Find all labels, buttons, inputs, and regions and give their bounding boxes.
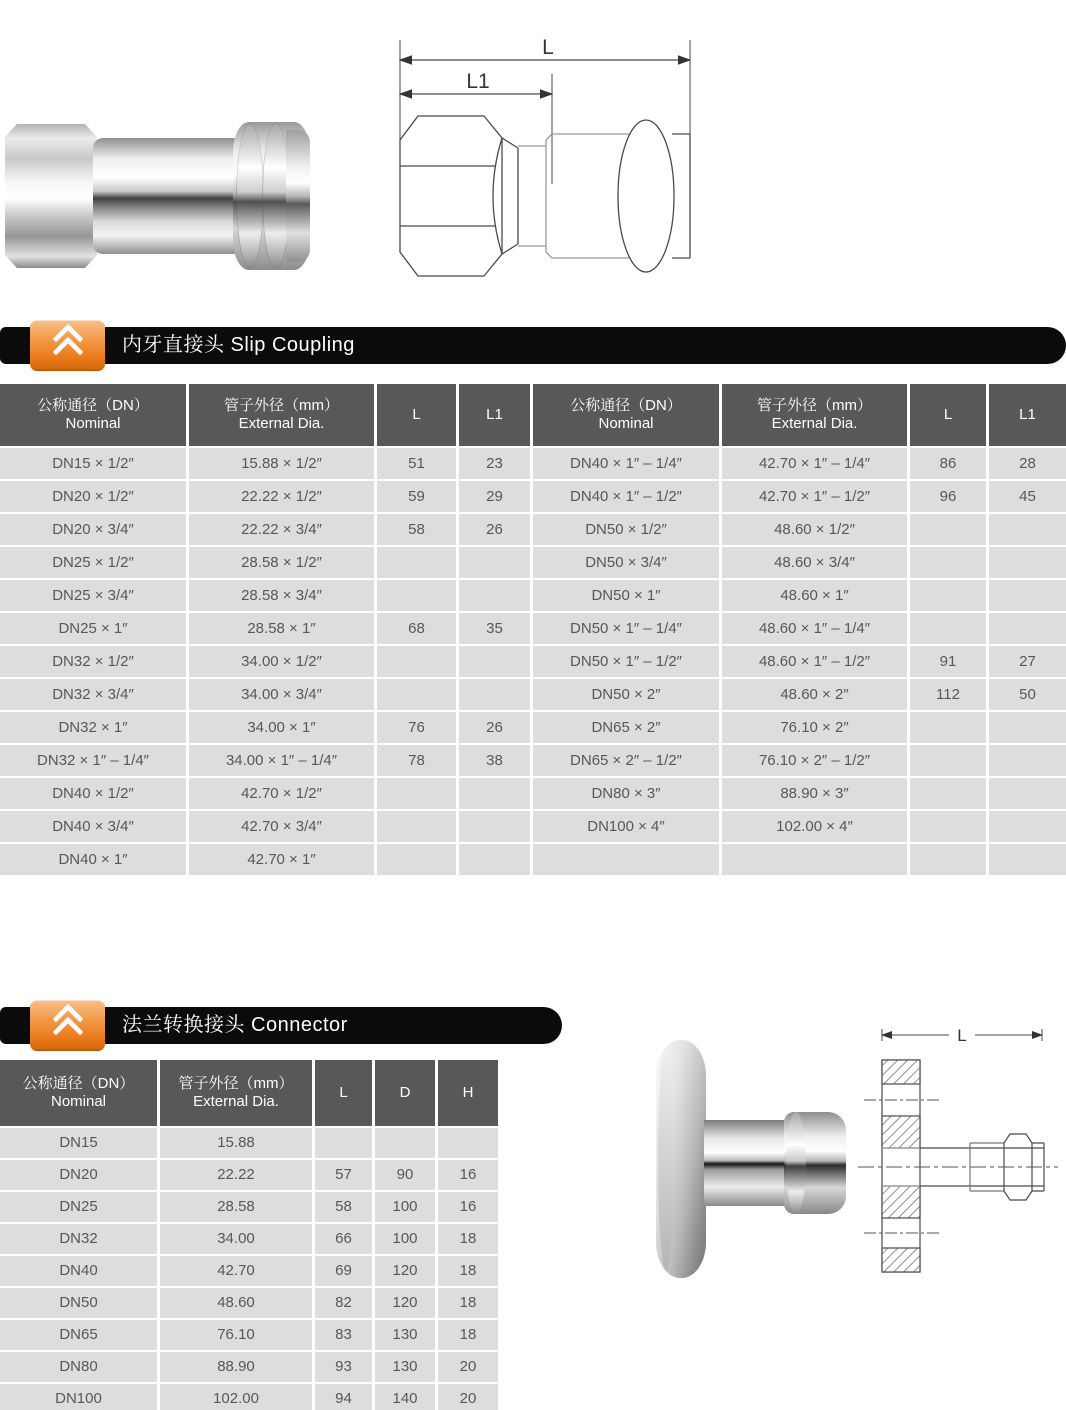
table-cell: 120 [375, 1256, 435, 1286]
table-cell: DN40 × 1″ [0, 844, 186, 875]
table-cell: DN32 [0, 1224, 157, 1254]
table-cell: DN40 × 1/2″ [0, 778, 186, 809]
header-en: Nominal [50, 1093, 107, 1110]
photo-end-cap [286, 130, 310, 262]
table-cell: DN65 × 2″ – 1/2″ [533, 745, 719, 776]
table-cell: 51 [377, 448, 456, 479]
table-cell: 22.22 × 3/4″ [189, 514, 374, 545]
slip-coupling-drawing [390, 34, 700, 292]
table-cell: DN80 [0, 1352, 157, 1382]
photo-flange-face [658, 1048, 674, 1270]
table-cell: 35 [459, 613, 530, 644]
table-cell: DN32 × 1″ – 1/4″ [0, 745, 186, 776]
header-zh: 公称通径（DN） [22, 1075, 135, 1092]
table-cell: DN15 × 1/2″ [0, 448, 186, 479]
table-cell: 58 [377, 514, 456, 545]
table-cell [459, 679, 530, 710]
table-cell: 69 [315, 1256, 372, 1286]
table-cell: 18 [438, 1320, 498, 1350]
photo-press-end [233, 122, 310, 270]
table-cell: DN40 × 3/4″ [0, 811, 186, 842]
table-cell: DN50 × 1″ [533, 580, 719, 611]
column-header-l: L [315, 1060, 372, 1126]
table-cell [910, 745, 986, 776]
table-cell: 48.60 × 1/2″ [722, 514, 907, 545]
table-cell [459, 844, 530, 875]
double-chevron-up-icon [30, 1000, 105, 1051]
section-title-connector: 法兰转换接头 Connector [122, 1014, 348, 1036]
table-cell: 66 [315, 1224, 372, 1254]
table-cell [989, 778, 1066, 809]
table-cell: 20 [438, 1384, 498, 1410]
photo-hex-nut [5, 124, 97, 268]
table-cell: 34.00 × 3/4″ [189, 679, 374, 710]
table-cell: DN15 [0, 1128, 157, 1158]
table-cell [377, 778, 456, 809]
table-cell: DN32 × 1″ [0, 712, 186, 743]
table-cell: 100 [375, 1224, 435, 1254]
table-cell: 18 [438, 1256, 498, 1286]
table-cell: DN25 × 1″ [0, 613, 186, 644]
table-cell: 28.58 × 3/4″ [189, 580, 374, 611]
table-cell: 18 [438, 1288, 498, 1318]
column-header-nominal [533, 384, 719, 446]
table-cell [910, 844, 986, 875]
table-cell: 42.70 × 1″ – 1/2″ [722, 481, 907, 512]
table-cell: 78 [377, 745, 456, 776]
table-cell [459, 580, 530, 611]
table-cell: 88.90 [160, 1352, 312, 1382]
column-header-l: L [910, 384, 986, 446]
table-cell [989, 745, 1066, 776]
table-cell [910, 712, 986, 743]
table-cell: 48.60 × 3/4″ [722, 547, 907, 578]
table-cell [989, 514, 1066, 545]
slip-coupling-banner [0, 327, 1066, 364]
table-cell: 15.88 × 1/2″ [189, 448, 374, 479]
table-cell [459, 646, 530, 677]
column-header-nominal [0, 384, 186, 446]
table-cell [438, 1128, 498, 1158]
table-cell [459, 778, 530, 809]
table-cell: DN25 × 3/4″ [0, 580, 186, 611]
table-cell [989, 613, 1066, 644]
table-cell: 26 [459, 514, 530, 545]
table-cell: DN80 × 3″ [533, 778, 719, 809]
table-cell: 34.00 × 1/2″ [189, 646, 374, 677]
table-cell: 34.00 × 1″ [189, 712, 374, 743]
table-cell [989, 547, 1066, 578]
table-cell [989, 844, 1066, 875]
table-cell: 48.60 [160, 1288, 312, 1318]
dim-label-l1: L1 [466, 70, 490, 93]
table-cell [910, 613, 986, 644]
table-cell: DN65 [0, 1320, 157, 1350]
dim-label-l: L [542, 36, 554, 59]
table-cell: 28.58 × 1″ [189, 613, 374, 644]
table-cell: DN32 × 3/4″ [0, 679, 186, 710]
table-cell: 45 [989, 481, 1066, 512]
table-cell: DN20 [0, 1160, 157, 1190]
table-cell: 48.60 × 2″ [722, 679, 907, 710]
table-cell: 68 [377, 613, 456, 644]
table-cell: 16 [438, 1192, 498, 1222]
photo-ridge [786, 1112, 806, 1214]
photo-press-end [784, 1112, 846, 1214]
column-header-d: D [375, 1060, 435, 1126]
table-cell [910, 811, 986, 842]
table-cell: 34.00 × 1″ – 1/4″ [189, 745, 374, 776]
slip-coupling-table [0, 384, 1066, 875]
table-cell [989, 811, 1066, 842]
table-cell [910, 580, 986, 611]
table-cell: 48.60 × 1″ – 1/4″ [722, 613, 907, 644]
table-cell: DN50 × 1/2″ [533, 514, 719, 545]
table-cell: 82 [315, 1288, 372, 1318]
table-cell: 29 [459, 481, 530, 512]
column-header-l1: L1 [459, 384, 530, 446]
table-cell: DN50 × 1″ – 1/4″ [533, 613, 719, 644]
header-zh: 管子外径（mm） [757, 397, 872, 414]
table-cell: 59 [377, 481, 456, 512]
table-cell: 102.00 [160, 1384, 312, 1410]
table-cell: 102.00 × 4″ [722, 811, 907, 842]
table-cell: 96 [910, 481, 986, 512]
slip-coupling-photo [5, 110, 310, 282]
table-cell [377, 679, 456, 710]
header-en: External Dia. [193, 1093, 279, 1110]
header-zh: 管子外径（mm） [178, 1075, 294, 1092]
table-cell: 42.70 × 1″ – 1/4″ [722, 448, 907, 479]
table-cell: DN65 × 2″ [533, 712, 719, 743]
table-cell: DN100 × 4″ [533, 811, 719, 842]
table-cell: 140 [375, 1384, 435, 1410]
photo-body [93, 138, 241, 254]
table-cell: 48.60 × 1″ – 1/2″ [722, 646, 907, 677]
table-cell: 91 [910, 646, 986, 677]
table-cell: 76.10 [160, 1320, 312, 1350]
table-cell: DN32 × 1/2″ [0, 646, 186, 677]
table-cell: DN20 × 1/2″ [0, 481, 186, 512]
table-cell: DN50 × 2″ [533, 679, 719, 710]
connector-drawing [852, 1026, 1064, 1296]
table-cell: 83 [315, 1320, 372, 1350]
table-cell: 76.10 × 2″ [722, 712, 907, 743]
table-cell [722, 844, 907, 875]
table-cell: 57 [315, 1160, 372, 1190]
table-cell: 23 [459, 448, 530, 479]
table-cell: DN25 × 1/2″ [0, 547, 186, 578]
table-cell: 22.22 [160, 1160, 312, 1190]
table-cell: 48.60 × 1″ [722, 580, 907, 611]
table-cell: 130 [375, 1320, 435, 1350]
table-cell [377, 844, 456, 875]
table-cell: 86 [910, 448, 986, 479]
double-chevron-up-icon [30, 320, 105, 371]
table-cell: 50 [989, 679, 1066, 710]
table-cell: 16 [438, 1160, 498, 1190]
photo-ridge [237, 124, 263, 268]
table-cell [377, 646, 456, 677]
table-cell [377, 811, 456, 842]
table-cell [989, 580, 1066, 611]
table-cell: 28 [989, 448, 1066, 479]
table-cell: 100 [375, 1192, 435, 1222]
table-cell [375, 1128, 435, 1158]
table-cell: 38 [459, 745, 530, 776]
connector-banner [0, 1007, 562, 1044]
table-cell: 15.88 [160, 1128, 312, 1158]
table-cell: 28.58 × 1/2″ [189, 547, 374, 578]
header-zh: 公称通径（DN） [570, 397, 682, 414]
header-en: External Dia. [771, 415, 858, 432]
table-cell [533, 844, 719, 875]
header-zh: 管子外径（mm） [224, 397, 339, 414]
table-cell: 94 [315, 1384, 372, 1410]
table-cell: 90 [375, 1160, 435, 1190]
table-cell: 28.58 [160, 1192, 312, 1222]
table-cell: DN50 × 1″ – 1/2″ [533, 646, 719, 677]
table-cell: 26 [459, 712, 530, 743]
column-header-external-dia [722, 384, 907, 446]
table-cell: 42.70 × 3/4″ [189, 811, 374, 842]
table-cell: 58 [315, 1192, 372, 1222]
header-en: Nominal [65, 415, 121, 432]
table-cell: 76.10 × 2″ – 1/2″ [722, 745, 907, 776]
connector-photo [612, 1040, 852, 1285]
table-cell [459, 811, 530, 842]
table-cell: 22.22 × 1/2″ [189, 481, 374, 512]
column-header-l1: L1 [989, 384, 1066, 446]
table-cell [377, 547, 456, 578]
table-cell [989, 712, 1066, 743]
table-cell: DN40 × 1″ – 1/2″ [533, 481, 719, 512]
table-cell [377, 580, 456, 611]
table-cell: 112 [910, 679, 986, 710]
column-header-h: H [438, 1060, 498, 1126]
column-header-external-dia [160, 1060, 312, 1126]
column-header-nominal [0, 1060, 157, 1126]
table-cell: 88.90 × 3″ [722, 778, 907, 809]
table-cell [910, 778, 986, 809]
table-cell: 93 [315, 1352, 372, 1382]
table-cell: 42.70 × 1″ [189, 844, 374, 875]
table-cell: DN20 × 3/4″ [0, 514, 186, 545]
header-en: External Dia. [238, 415, 325, 432]
table-cell: DN40 [0, 1256, 157, 1286]
section-title-slip-coupling: 内牙直接头 Slip Coupling [122, 334, 355, 356]
table-cell: DN25 [0, 1192, 157, 1222]
table-cell: DN50 [0, 1288, 157, 1318]
table-cell: DN40 × 1″ – 1/4″ [533, 448, 719, 479]
table-cell: 20 [438, 1352, 498, 1382]
table-cell [459, 547, 530, 578]
table-cell [910, 547, 986, 578]
table-cell: 27 [989, 646, 1066, 677]
table-cell: DN100 [0, 1384, 157, 1410]
table-cell: DN50 × 3/4″ [533, 547, 719, 578]
table-cell: 130 [375, 1352, 435, 1382]
table-cell: 34.00 [160, 1224, 312, 1254]
header-en: Nominal [598, 415, 654, 432]
table-cell [315, 1128, 372, 1158]
table-cell: 18 [438, 1224, 498, 1254]
column-header-external-dia [189, 384, 374, 446]
table-cell: 42.70 × 1/2″ [189, 778, 374, 809]
table-cell: 76 [377, 712, 456, 743]
table-cell: 120 [375, 1288, 435, 1318]
connector-table [0, 1060, 498, 1410]
table-cell: 42.70 [160, 1256, 312, 1286]
header-zh: 公称通径（DN） [37, 397, 149, 414]
column-header-l: L [377, 384, 456, 446]
dim-label-l: L [957, 1026, 967, 1045]
table-cell [910, 514, 986, 545]
